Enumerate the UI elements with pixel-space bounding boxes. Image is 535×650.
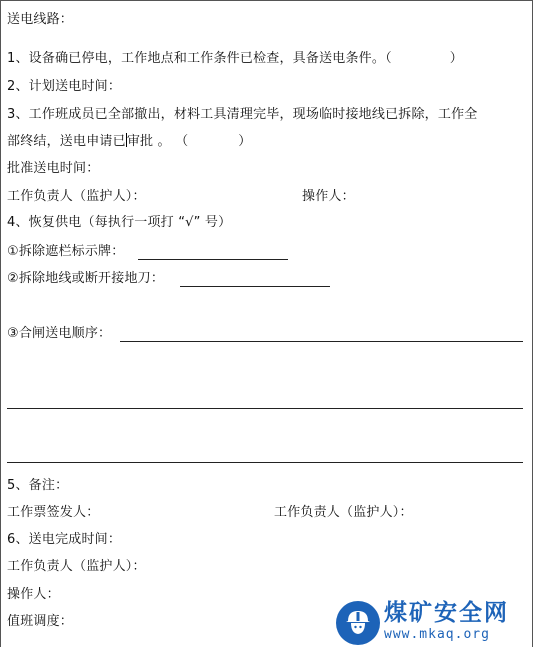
item-3-line2a: 部终结，送电申请已 xyxy=(7,134,126,149)
item-6: 6、送电完成时间： xyxy=(7,532,122,547)
item-2: 2、计划送电时间： xyxy=(7,79,122,94)
blank-line-1 xyxy=(7,408,523,409)
item-1-close: ） xyxy=(449,51,463,66)
sub-3: ③合闸送电顺序： xyxy=(7,326,112,341)
sign-row-1-right: 操作人： xyxy=(302,189,355,204)
sub-3-blank xyxy=(120,341,523,342)
item-4: 4、恢复供电（每执行一项打 “√” 号） xyxy=(7,215,232,230)
item-5: 5、备注： xyxy=(7,478,69,493)
watermark-url: www.mkaq.org xyxy=(384,627,490,642)
approve-time: 批准送电时间： xyxy=(7,161,100,176)
sub-1-blank xyxy=(138,259,288,260)
item-3-line2b: 审批 。 （ xyxy=(126,134,189,149)
item-1-text: 1、设备确已停电，工作地点和工作条件已检查，具备送电条件。（ xyxy=(7,51,392,66)
title-line: 送电线路： xyxy=(7,12,74,27)
sign-row-2-left: 工作票签发人： xyxy=(7,505,100,520)
watermark-title: 煤矿安全网 xyxy=(384,600,509,626)
item-3-line2 xyxy=(7,133,251,150)
item-3-line1: 3、工作班成员已全部撤出，材料工具清理完毕，现场临时接地线已拆除，工作全 xyxy=(7,107,478,122)
blank-line-2 xyxy=(7,462,523,463)
sub-1: ①拆除遮栏标示牌： xyxy=(7,244,125,259)
watermark xyxy=(336,599,535,650)
sign-row-2-right: 工作负责人（监护人）： xyxy=(274,505,413,520)
dispatch: 值班调度： xyxy=(7,614,74,629)
sub-2: ②拆除地线或断开接地刀： xyxy=(7,271,165,286)
sub-2-blank xyxy=(180,286,330,287)
operator: 操作人： xyxy=(7,587,60,602)
sign-row-1-left: 工作负责人（监护人）： xyxy=(7,189,146,204)
responsible-person: 工作负责人（监护人）： xyxy=(7,559,146,574)
item-1 xyxy=(7,51,463,67)
item-3-close: ） xyxy=(238,134,252,149)
helmet-worker-icon xyxy=(336,601,380,645)
